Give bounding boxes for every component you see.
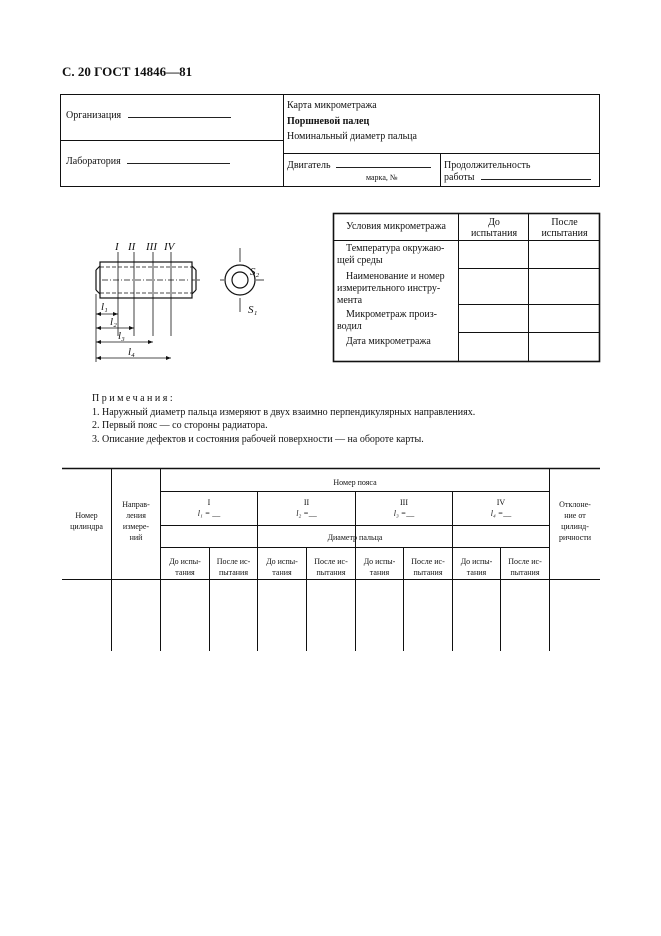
zone-4-before: До испы- тания [460, 557, 493, 577]
engine-label: Двигатель [287, 160, 331, 171]
zone-2-after: После ис- пытания [314, 557, 348, 577]
dim-l1: l₁ [101, 301, 108, 313]
laboratory-label: Лаборатория [66, 156, 121, 167]
zone-3-header: III l₃ =__ [393, 498, 415, 518]
note-2: 2. Первый пояс — со стороны радиатора. [92, 420, 268, 431]
zone-1-after: После ис- пытания [216, 557, 251, 577]
before-header: До испытания [470, 217, 518, 239]
dim-l4: l₄ [128, 346, 135, 358]
zone-3-after: После ис- пытания [411, 557, 445, 577]
conditions-header: Условия микрометража [346, 221, 446, 232]
duration-label-1: Продолжительность [444, 160, 531, 171]
note-3: 3. Описание дефектов и состояния рабочей поверхности — на обороте карты. [92, 433, 424, 445]
duration-label-2: работы [444, 172, 475, 183]
dim-l2: l₂ [110, 316, 117, 328]
nominal-diameter: Номинальный диаметр пальца [287, 131, 417, 142]
zone-label-2: II [128, 241, 136, 253]
diameter-header: Диаметр пальца [327, 533, 383, 542]
cylinder-header: Номер цилиндра [70, 511, 103, 531]
zone-2-before: До испы- тания [266, 557, 298, 577]
zone-4-header: IV l₄ =__ [490, 498, 512, 518]
dim-l3: l₃ [118, 330, 125, 342]
label-s2: S₂ [250, 266, 260, 278]
page-header: С. 20 ГОСТ 14846—81 [62, 64, 193, 79]
direction-header: Направ- ления измере- ний [122, 500, 150, 542]
belt-header: Номер пояса [333, 478, 377, 487]
zone-2-header: II l₂ =__ [296, 498, 317, 518]
label-s1: S₁ [248, 304, 258, 316]
engine-note: марка, № [366, 173, 398, 182]
card-title: Карта микрометража [287, 100, 377, 111]
note-1: 1. Наружный диаметр пальца измеряют в двух взаимно перпендикулярных направлениях. [92, 406, 476, 418]
notes-title: Примечания: [92, 393, 176, 404]
condition-row-operator: Микрометраж произ- водил [337, 309, 438, 332]
zone-label-4: IV [164, 241, 175, 253]
zone-3-before: До испы- тания [363, 557, 396, 577]
condition-row-date: Дата микрометража [346, 336, 431, 347]
organization-label: Организация [66, 110, 122, 121]
zone-label-3: III [146, 241, 157, 253]
zone-label-1: I [115, 241, 119, 253]
zone-4-after: После ис- пытания [508, 557, 542, 577]
part-name: Поршневой палец [287, 116, 370, 127]
condition-row-instrument: Наименование и номер измерительного инстру- мента [337, 271, 445, 306]
zone-1-before: До испы- тания [169, 557, 201, 577]
condition-row-temperature: Температура окружаю- щей среды [337, 243, 445, 266]
deviation-header: Отклоне- ние от цилинд- ричности [558, 500, 592, 542]
zone-1-header: I l₁ = __ [197, 498, 221, 518]
after-header: После испытания [541, 217, 588, 239]
